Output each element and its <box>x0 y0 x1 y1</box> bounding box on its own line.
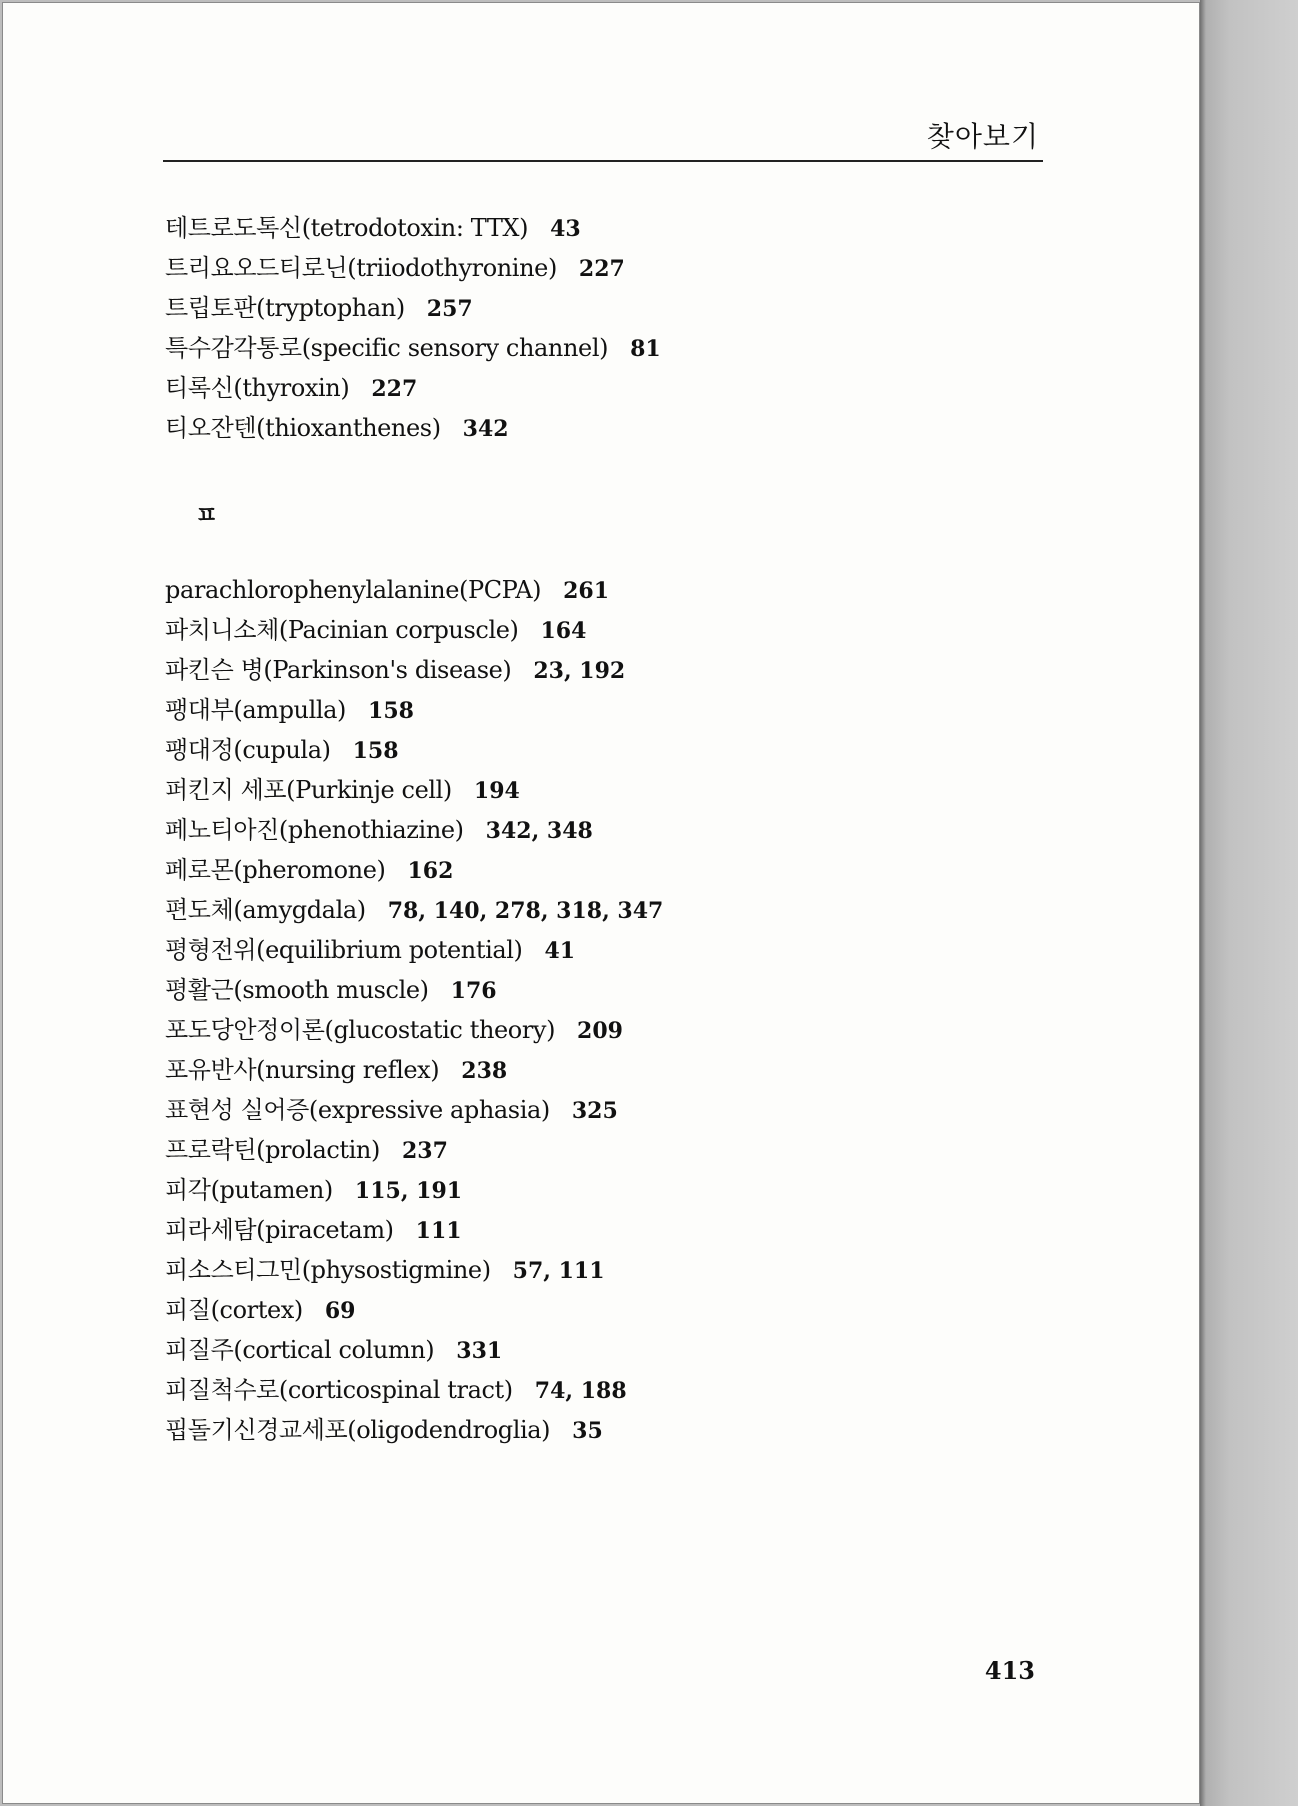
index-entry <box>165 1010 1065 1050</box>
index-entry <box>165 850 1065 890</box>
index-pages: 325 <box>571 1098 618 1124</box>
index-entry <box>165 1170 1065 1210</box>
index-entry <box>165 208 1065 248</box>
index-entry <box>165 1290 1065 1330</box>
index-pages: 23, 192 <box>533 658 626 684</box>
index-pages: 209 <box>577 1018 623 1044</box>
index-entry <box>165 1210 1065 1250</box>
index-term: 평활근(smooth muscle) <box>165 976 429 1004</box>
index-pages: 176 <box>450 978 497 1004</box>
index-entry <box>165 1130 1065 1170</box>
index-pages: 227 <box>578 256 625 282</box>
index-term: 퍼킨지 세포(Purkinje cell) <box>165 776 452 804</box>
index-entry <box>165 288 1065 328</box>
index-pages: 342 <box>462 416 509 442</box>
index-term: 특수감각통로(specific sensory channel) <box>165 334 609 362</box>
index-entry <box>165 1050 1065 1090</box>
index-entry <box>165 1250 1065 1290</box>
index-pages: 162 <box>407 858 454 884</box>
section-letter: ㅍ <box>195 501 219 529</box>
index-entry <box>165 650 1065 690</box>
index-entry <box>165 810 1065 850</box>
index-term: parachlorophenylalanine(PCPA) <box>165 576 542 604</box>
index-entry <box>165 610 1065 650</box>
index-entry <box>165 570 1065 610</box>
index-term: 피질주(cortical column) <box>165 1336 435 1364</box>
index-entry <box>165 730 1065 770</box>
index-pages: 115, 191 <box>354 1178 463 1204</box>
index-term: 페로몬(pheromone) <box>165 856 386 884</box>
index-entry <box>165 408 1065 448</box>
page-number: 413 <box>984 1656 1035 1685</box>
index-entry <box>165 690 1065 730</box>
index-list-p <box>165 570 1065 1450</box>
index-entry <box>165 1330 1065 1370</box>
index-pages: 158 <box>352 738 399 764</box>
index-term: 핍돌기신경교세포(oligodendroglia) <box>165 1416 551 1444</box>
index-term: 팽대정(cupula) <box>165 736 331 764</box>
index-term: 표현성 실어증(expressive aphasia) <box>165 1096 550 1124</box>
index-term: 테트로도톡신(tetrodotoxin: TTX) <box>165 214 529 242</box>
index-pages: 158 <box>368 698 414 724</box>
index-entry <box>165 930 1065 970</box>
index-pages: 74, 188 <box>534 1378 627 1404</box>
index-pages: 41 <box>544 938 576 964</box>
index-pages: 331 <box>456 1338 503 1364</box>
index-entry <box>165 1370 1065 1410</box>
index-term: 페노티아진(phenothiazine) <box>165 816 464 844</box>
index-term: 팽대부(ampulla) <box>165 696 347 724</box>
running-head: 찾아보기 <box>926 120 1039 153</box>
index-entry <box>165 328 1065 368</box>
index-pages: 194 <box>473 778 520 804</box>
index-term: 피질척수로(corticospinal tract) <box>165 1376 513 1404</box>
index-term: 피소스티그민(physostigmine) <box>165 1256 491 1284</box>
index-pages: 69 <box>324 1298 356 1324</box>
index-term: 티록신(thyroxin) <box>165 374 350 402</box>
index-term: 피라세탐(piracetam) <box>165 1216 394 1244</box>
index-term: 파킨슨 병(Parkinson's disease) <box>165 656 512 684</box>
index-entry <box>165 368 1065 408</box>
index-entry <box>165 890 1065 930</box>
index-pages: 78, 140, 278, 318, 347 <box>387 898 664 924</box>
index-term: 포유반사(nursing reflex) <box>165 1056 440 1084</box>
index-pages: 227 <box>371 376 418 402</box>
index-pages: 81 <box>630 336 661 362</box>
index-term: 트리요오드티로닌(triiodothyronine) <box>165 254 557 282</box>
index-pages: 35 <box>572 1418 603 1444</box>
index-term: 파치니소체(Pacinian corpuscle) <box>165 616 519 644</box>
index-pages: 57, 111 <box>512 1258 605 1284</box>
index-term: 티오잔텐(thioxanthenes) <box>165 414 441 442</box>
index-pages: 43 <box>550 216 581 242</box>
header-rule <box>163 160 1043 162</box>
index-entry <box>165 1090 1065 1130</box>
viewer-background <box>1200 0 1298 1806</box>
index-term: 편도체(amygdala) <box>165 896 366 924</box>
index-entry <box>165 770 1065 810</box>
index-term: 평형전위(equilibrium potential) <box>165 936 523 964</box>
index-pages: 111 <box>415 1218 462 1244</box>
index-entry <box>165 1410 1065 1450</box>
index-term: 프로락틴(prolactin) <box>165 1136 380 1164</box>
index-pages: 164 <box>540 618 587 644</box>
index-pages: 238 <box>461 1058 508 1084</box>
index-list-top <box>165 208 1065 448</box>
index-pages: 342, 348 <box>485 818 593 844</box>
index-term: 피질(cortex) <box>165 1296 303 1324</box>
index-entry <box>165 970 1065 1010</box>
index-pages: 237 <box>401 1138 448 1164</box>
index-term: 트립토판(tryptophan) <box>165 294 405 322</box>
index-pages: 261 <box>563 578 610 604</box>
index-entry <box>165 248 1065 288</box>
index-term: 포도당안정이론(glucostatic theory) <box>165 1016 556 1044</box>
index-term: 피각(putamen) <box>165 1176 333 1204</box>
document-page <box>2 2 1200 1804</box>
index-pages: 257 <box>426 296 473 322</box>
